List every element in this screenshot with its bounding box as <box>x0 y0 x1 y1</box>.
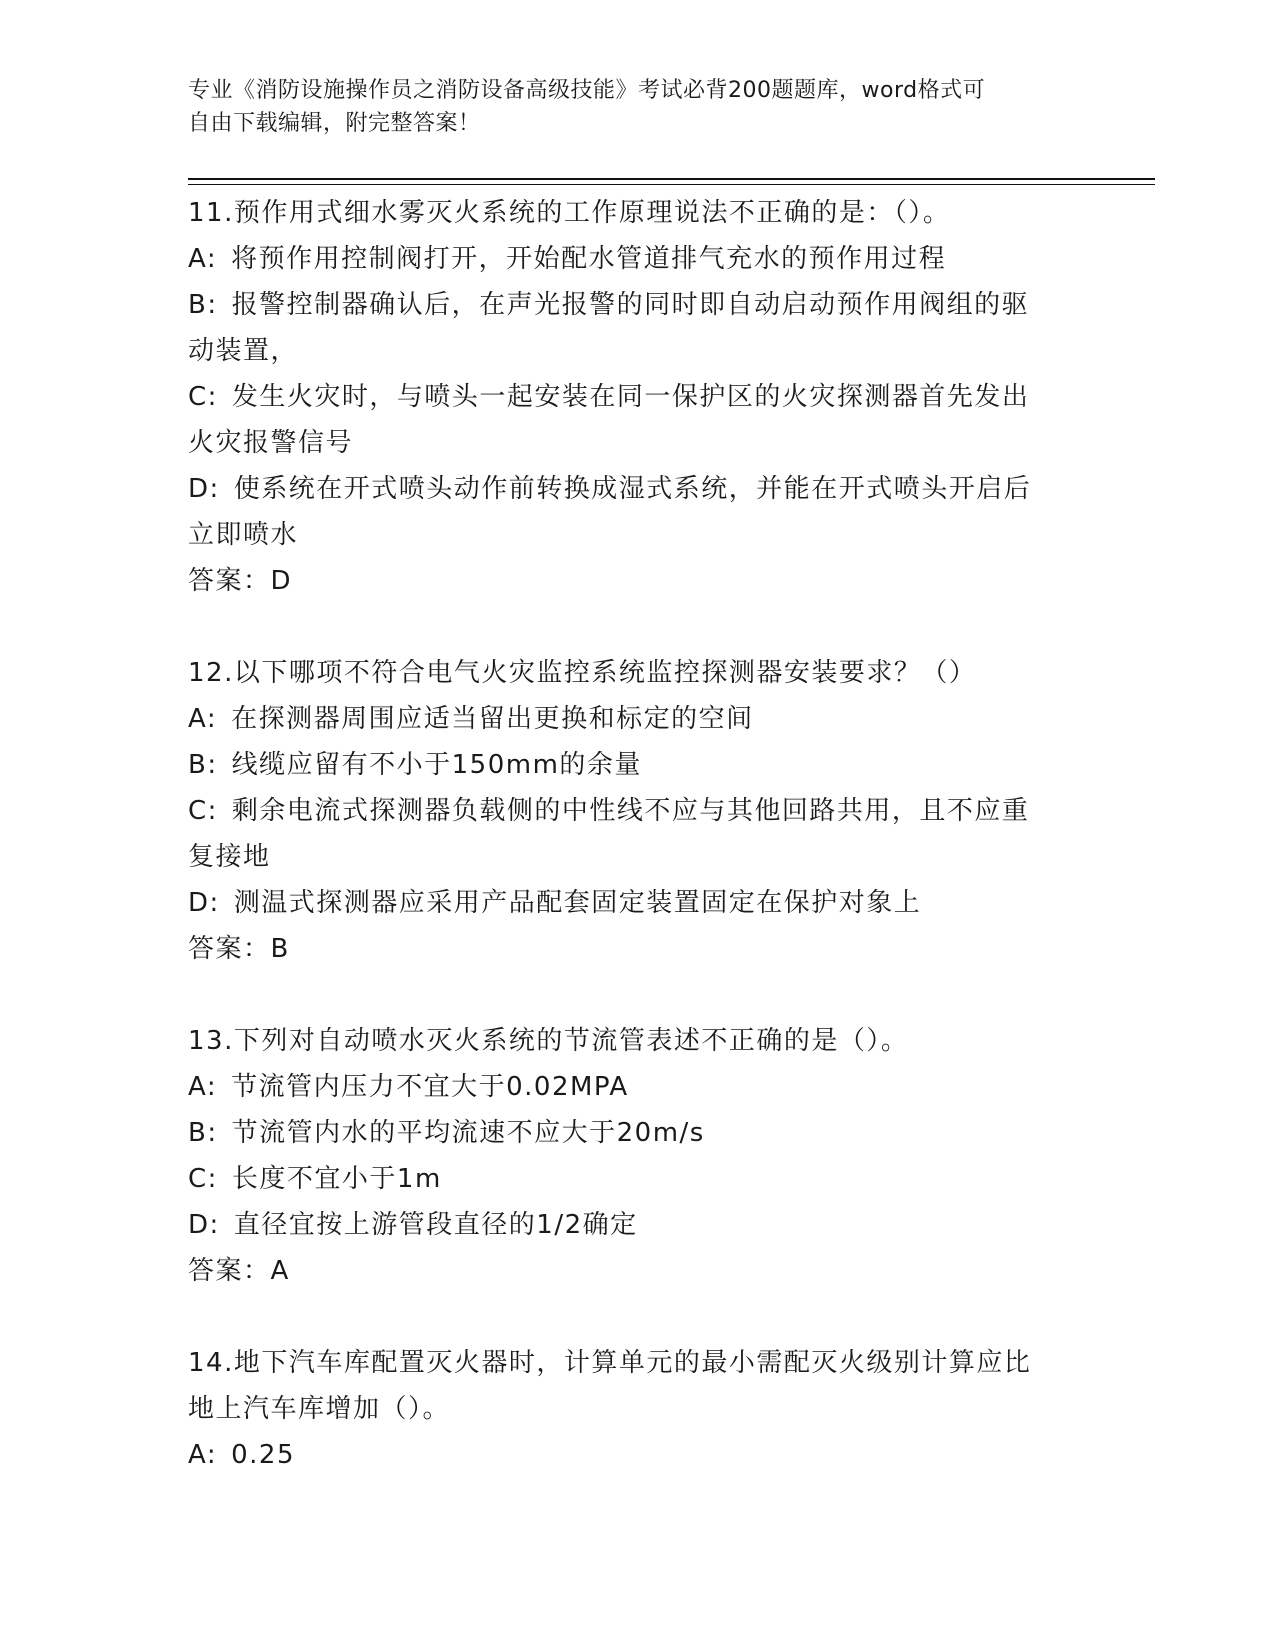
question-stem: 地上汽车库增加（）。 <box>188 1394 451 1424</box>
option-line <box>188 1202 1088 1248</box>
option-line <box>188 696 1088 742</box>
option-text: 长度不宜小于1m <box>231 1164 442 1194</box>
option-text: 动装置， <box>188 336 299 366</box>
option-text: 复接地 <box>188 842 271 872</box>
option-line <box>188 742 1088 788</box>
option-text: 将预作用控制阀打开，开始配水管道排气充水的预作用过程 <box>231 244 947 274</box>
header-line-2: 自由下载编辑，附完整答案！ <box>188 111 481 136</box>
answer-line: 答案：D <box>188 566 293 596</box>
answer-line: 答案：B <box>188 934 290 964</box>
option-letter: A: <box>188 244 218 274</box>
option-text: 使系统在开式喷头动作前转换成湿式系统，并能在开式喷头开启后 <box>233 474 1032 504</box>
option-text: 0.25 <box>231 1440 295 1470</box>
option-line <box>188 834 1088 880</box>
answer-line: 答案：A <box>188 1256 290 1286</box>
option-line <box>188 788 1088 834</box>
option-letter: B: <box>188 290 218 320</box>
option-line <box>188 282 1088 328</box>
header-divider-thick <box>188 178 1155 180</box>
option-text: 发生火灾时，与喷头一起安装在同一保护区的火灾探测器首先发出 <box>231 382 1030 412</box>
option-letter: D: <box>188 474 220 504</box>
option-letter: B: <box>188 750 218 780</box>
option-letter: C: <box>188 1164 218 1194</box>
option-line <box>188 328 1088 374</box>
option-letter: D: <box>188 1210 220 1240</box>
question-stem: 13.下列对自动喷水灭火系统的节流管表述不正确的是（）。 <box>188 1026 909 1056</box>
question-block <box>188 190 1088 604</box>
option-text: 剩余电流式探测器负载侧的中性线不应与其他回路共用，且不应重 <box>231 796 1030 826</box>
option-letter: D: <box>188 888 220 918</box>
option-letter: A: <box>188 704 218 734</box>
question-stem: 14.地下汽车库配置灭火器时，计算单元的最小需配灭火级别计算应比 <box>188 1348 1032 1378</box>
question-block <box>188 1018 1088 1294</box>
question-list <box>188 190 1088 1524</box>
option-text: 节流管内压力不宜大于0.02MPA <box>231 1072 629 1102</box>
option-letter: B: <box>188 1118 218 1148</box>
option-line <box>188 1156 1088 1202</box>
document-header <box>188 74 1068 140</box>
question-block <box>188 650 1088 972</box>
option-text: 节流管内水的平均流速不应大于20m/s <box>231 1118 705 1148</box>
option-line <box>188 466 1088 512</box>
option-line <box>188 1064 1088 1110</box>
option-letter: C: <box>188 796 218 826</box>
question-stem: 12.以下哪项不符合电气火灾监控系统监控探测器安装要求？（） <box>188 658 977 688</box>
option-letter: A: <box>188 1440 218 1470</box>
option-line <box>188 512 1088 558</box>
option-text: 在探测器周围应适当留出更换和标定的空间 <box>231 704 754 734</box>
option-line <box>188 1432 1088 1478</box>
question-stem: 11.预作用式细水雾灭火系统的工作原理说法不正确的是：（）。 <box>188 198 951 228</box>
option-line <box>188 880 1088 926</box>
option-text: 线缆应留有不小于150mm的余量 <box>231 750 642 780</box>
header-line-1: 专业《消防设施操作员之消防设备高级技能》考试必背200题题库，word格式可 <box>188 78 986 103</box>
option-text: 测温式探测器应采用产品配套固定装置固定在保护对象上 <box>233 888 922 918</box>
option-letter: C: <box>188 382 218 412</box>
option-line <box>188 420 1088 466</box>
option-text: 立即喷水 <box>188 520 299 550</box>
option-letter: A: <box>188 1072 218 1102</box>
option-text: 直径宜按上游管段直径的1/2确定 <box>233 1210 638 1240</box>
option-line <box>188 374 1088 420</box>
option-text: 火灾报警信号 <box>188 428 354 458</box>
header-divider-thin <box>188 184 1155 185</box>
option-line <box>188 1110 1088 1156</box>
question-block <box>188 1340 1088 1478</box>
option-text: 报警控制器确认后，在声光报警的同时即自动启动预作用阀组的驱 <box>231 290 1030 320</box>
option-line <box>188 236 1088 282</box>
